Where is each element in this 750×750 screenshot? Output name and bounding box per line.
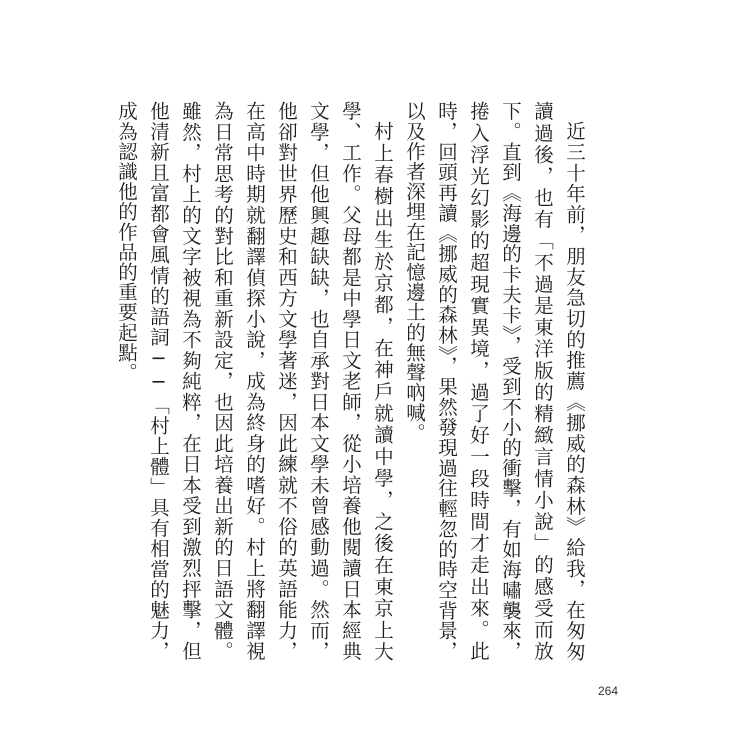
body-text: [110, 101, 590, 661]
paragraph-1: 近三十年前，朋友急切的推薦《挪威的森林》給我，在匆匆讀過後，也有「不過是東洋版的精緻言情小說」的感受而放下。直到《海邊的卡夫卡》，受到不小的衝擊，有如海嘯襲來，捲入浮光幻影的超現實異境，過了好一段時間才走出來。此時，回頭再讀《挪威的森林》，果然發現過往輕忽的時空背景，以及作者深埋在記憶邊土的無聲吶喊。: [403, 101, 586, 661]
page-number: 264: [598, 684, 619, 698]
paragraph-2: 村上春樹出生於京都，在神戶就讀中學，之後在東京上大學、工作。父母都是中學日文老師，從小培養他閱讀日本經典文學，但他興趣缺缺，也自承對日本文學未曾感動過。然而，他卻對世界歷史和西方文學著迷，因此練就不俗的英語能力，在高中時期就翻譯偵探小說，成為終身的嗜好。村上將翻譯視為日常思考的對比和重新設定，也因此培養出新的日語文體。雖然，村上的文字被視為不夠純粹，在日本受到激烈抨擊，但他清新且富都會風情的語詞──「村上體」具有相當的魅力，成為認識他的作品的重要起點。: [115, 101, 394, 661]
